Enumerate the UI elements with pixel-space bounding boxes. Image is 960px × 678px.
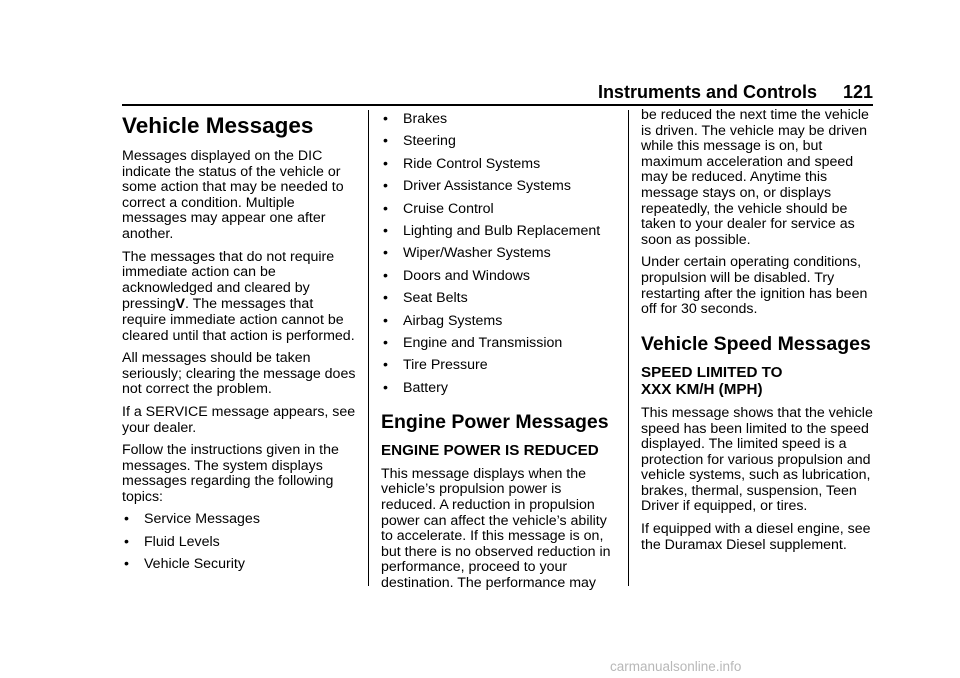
list-item: • Steering [383, 133, 456, 150]
list-item: • Fluid Levels [124, 533, 220, 550]
paragraph: The messages that do not require immediate action can be acknowledged and cleared by pressingV. The messages that require immediate action cannot be cleared until that action is performed. [122, 248, 355, 344]
heading-vehicle-messages: Vehicle Messages [122, 113, 314, 138]
check-icon: V [175, 295, 185, 312]
subheading-speed-limited: SPEED LIMITED TO XXX KM/H (MPH) [641, 363, 783, 399]
watermark: carmanualsonline.info [610, 659, 742, 674]
page-header [598, 82, 873, 103]
page-number: 121 [842, 82, 873, 102]
list-item: • Lighting and Bulb Replacement [383, 222, 601, 239]
list-item: • Service Messages [124, 511, 260, 528]
bullet-icon: • [124, 511, 129, 528]
bullet-icon: • [124, 556, 129, 573]
paragraph: be reduced the next time the vehicle is driven. The vehicle may be driven while this message is on, but maximum acceleration and speed may be reduced. Anytime this message stays on, or displays repeatedly, the vehicle should be taken to your dealer for service as soon as possible. [641, 107, 869, 248]
bullet-icon: • [383, 200, 388, 217]
paragraph: Follow the instructions given in the messages. The system displays messages regarding the following topics: [122, 442, 339, 505]
heading-vehicle-speed-messages: Vehicle Speed Messages [641, 332, 871, 355]
subheading-engine-power-reduced: ENGINE POWER IS REDUCED [381, 442, 599, 460]
list-item: • Airbag Systems [383, 312, 503, 329]
paragraph: If equipped with a diesel engine, see the Duramax Diesel supplement. [641, 521, 871, 553]
heading-engine-power-messages: Engine Power Messages [381, 411, 609, 434]
list-item: • Driver Assistance Systems [383, 178, 571, 195]
list-item: • Cruise Control [383, 200, 494, 217]
paragraph: This message displays when the vehicle’s propulsion power is reduced. A reduction in propulsion power can affect the vehicle’s ability to accelerate. If this message is on, but there is no observed reduction in performance, proceed to your destination. The performance may [381, 465, 611, 592]
paragraph: If a SERVICE message appears, see your dealer. [122, 403, 356, 436]
list-item: • Tire Pressure [383, 357, 488, 374]
paragraph: Messages displayed on the DIC indicate the status of the vehicle or some action that may be needed to correct a condition. Multiple messages may appear one after another. [122, 148, 344, 242]
header-rule [122, 104, 873, 106]
column-divider [628, 110, 629, 586]
list-item: • Wiper/Washer Systems [383, 245, 551, 262]
paragraph: All messages should be taken seriously; clearing the message does not correct the problem. [122, 350, 356, 398]
bullet-icon: • [383, 312, 388, 329]
bullet-icon: • [383, 133, 388, 150]
list-item: • Vehicle Security [124, 556, 245, 573]
paragraph: This message shows that the vehicle speed has been limited to the speed displayed. The limited speed is a protection for various propulsion and vehicle systems, such as lubrication, brakes, thermal, suspension, Teen Driver if equipped, or tires. [641, 404, 873, 515]
bullet-icon: • [383, 111, 388, 127]
column-1 [122, 108, 358, 580]
bullet-icon: • [383, 155, 388, 172]
bullet-icon: • [383, 245, 388, 262]
list-item: • Ride Control Systems [383, 155, 541, 172]
column-3 [641, 108, 881, 560]
bullet-icon: • [383, 178, 388, 195]
bullet-icon: • [383, 290, 388, 307]
paragraph: Under certain operating conditions, propulsion will be disabled. Try restarting after the ignition has been off for 30 seconds. [641, 254, 868, 318]
list-item: • Seat Belts [383, 290, 468, 307]
bullet-icon: • [383, 379, 388, 396]
bullet-icon: • [124, 533, 129, 550]
bullet-icon: • [383, 222, 388, 239]
column-divider [368, 110, 369, 586]
list-item: • Brakes [383, 111, 448, 127]
bullet-icon: • [383, 267, 388, 284]
list-item: • Battery [383, 379, 448, 396]
list-item: • Engine and Transmission [383, 334, 563, 351]
bullet-icon: • [383, 357, 388, 374]
column-2 [381, 108, 617, 599]
bullet-icon: • [383, 334, 388, 351]
topic-list [381, 112, 617, 396]
section-title: Instruments and Controls [597, 82, 817, 102]
topic-list [122, 512, 358, 572]
list-item: • Doors and Windows [383, 267, 530, 284]
